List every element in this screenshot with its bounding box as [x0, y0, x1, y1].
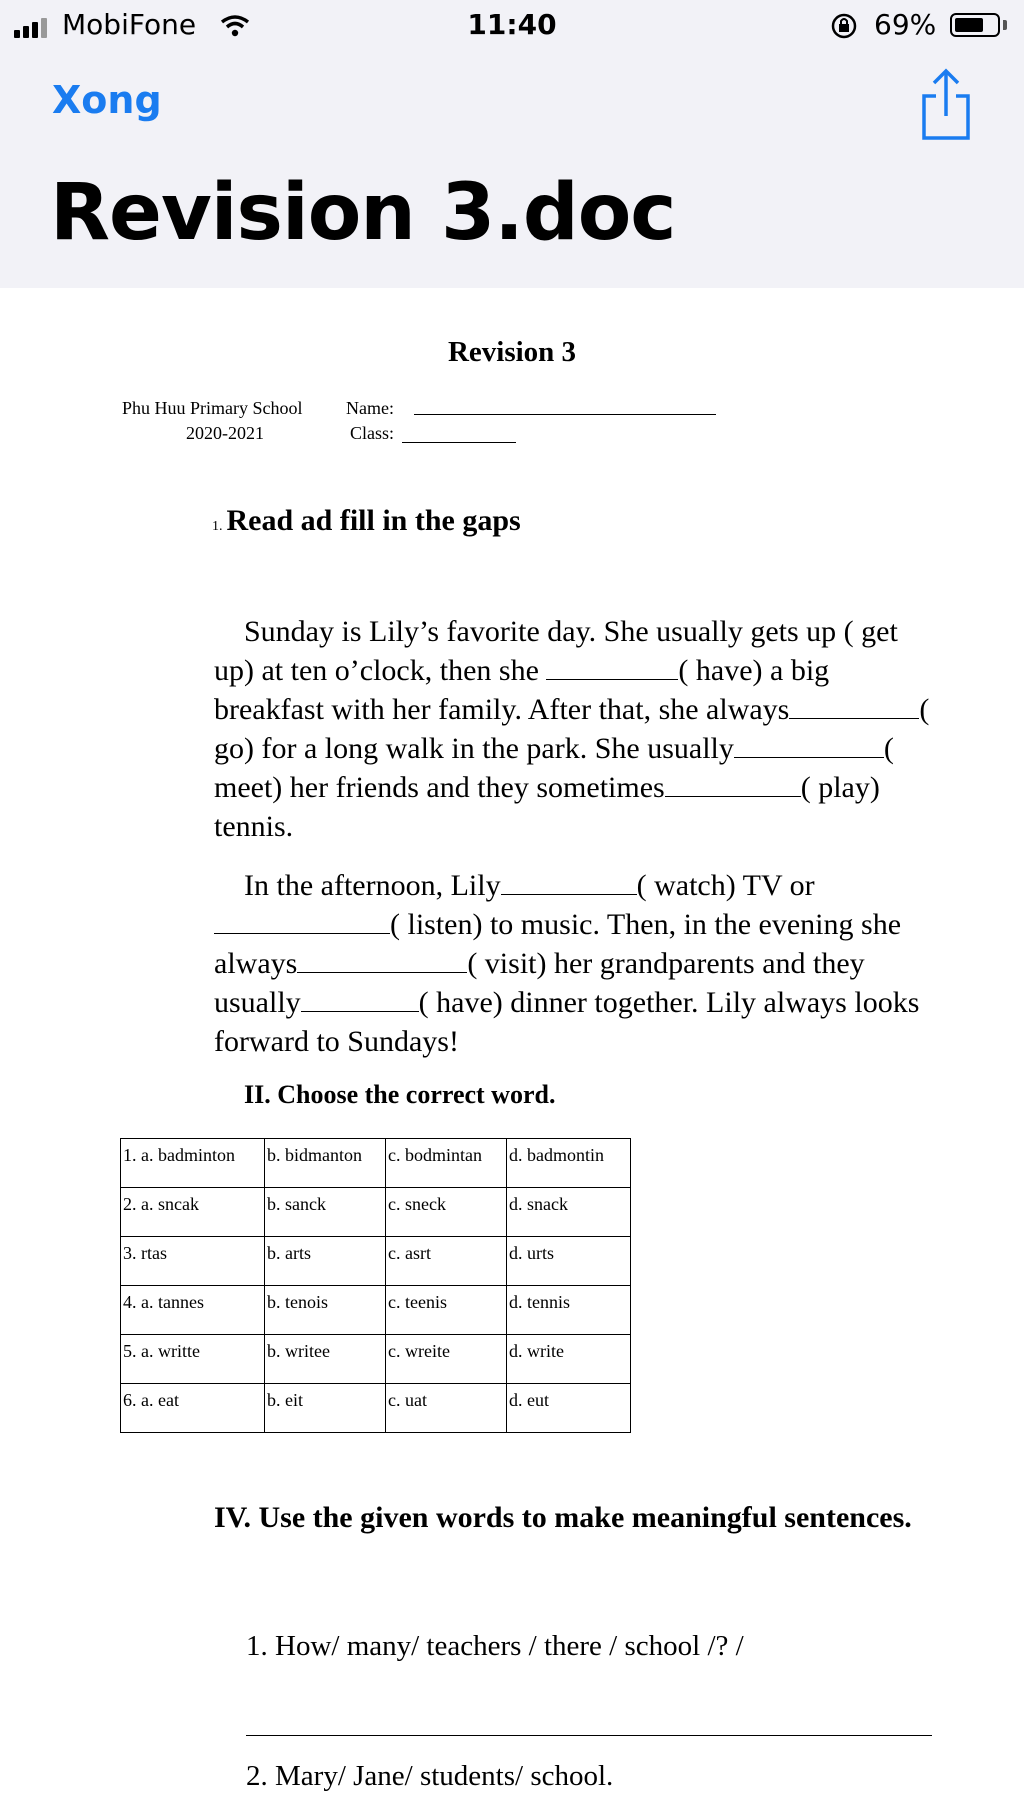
document-heading: Revision 3 — [447, 336, 577, 368]
paragraph-1-text: ( go) for a long walk in the park. She usually — [214, 693, 930, 765]
gap-blank — [789, 696, 919, 719]
paragraph-2-text: ( visit) her grandparents and they usually — [214, 947, 865, 1019]
table-cell: c. asrt — [386, 1237, 507, 1286]
table-cell: d. eut — [507, 1384, 631, 1433]
name-label: Name: — [346, 398, 394, 418]
table-cell: b. sanck — [265, 1188, 386, 1237]
exercise-item-1: 1. How/ many/ teachers / there / school /? / — [246, 1630, 744, 1662]
table-cell: c. bodmintan — [386, 1139, 507, 1188]
table-cell: b. eit — [265, 1384, 386, 1433]
paragraph-1-text: ( meet) her friends and they sometimes — [214, 732, 894, 804]
section-1-title: Read ad fill in the gaps — [226, 504, 521, 537]
table-row — [121, 1188, 631, 1237]
class-label: Class: — [350, 423, 395, 443]
battery-tip — [1003, 20, 1007, 30]
document-page — [0, 288, 1024, 1820]
section-2-heading: II. Choose the correct word. — [244, 1080, 556, 1109]
name-blank — [414, 414, 716, 415]
gap-blank — [214, 911, 390, 934]
table-cell: c. sneck — [386, 1188, 507, 1237]
share-icon[interactable] — [918, 66, 974, 142]
table-cell: d. snack — [507, 1188, 631, 1237]
school-year: 2020-2021 — [186, 423, 264, 443]
table-cell: 1. a. badminton — [121, 1139, 265, 1188]
paragraph-2-text: In the afternoon, Lily — [244, 869, 501, 902]
gap-blank — [301, 989, 419, 1012]
gap-blank — [734, 735, 884, 758]
table-cell: b. tenois — [265, 1286, 386, 1335]
choices-table — [120, 1138, 631, 1433]
paragraph-1 — [214, 612, 934, 846]
table-cell: d. write — [507, 1335, 631, 1384]
battery-icon — [950, 13, 1000, 37]
table-cell: c. wreite — [386, 1335, 507, 1384]
gap-blank — [297, 950, 467, 973]
table-row — [121, 1384, 631, 1433]
paragraph-1-text: ( have) a big breakfast with her family. After that, she always — [214, 654, 830, 726]
orientation-lock-icon — [830, 12, 860, 47]
paragraph-2-text: ( watch) TV or — [636, 869, 815, 902]
table-cell: b. bidmanton — [265, 1139, 386, 1188]
paragraph-1-text: ( play) tennis. — [214, 771, 880, 843]
table-row — [121, 1139, 631, 1188]
carrier-label: MobiFone — [62, 8, 197, 41]
exercise-item-2: 2. Mary/ Jane/ students/ school. — [246, 1760, 614, 1792]
table-row — [121, 1286, 631, 1335]
table-row — [121, 1237, 631, 1286]
gap-blank — [665, 774, 801, 797]
gap-blank — [501, 872, 637, 895]
table-cell: 4. a. tannes — [121, 1286, 265, 1335]
table-cell: d. tennis — [507, 1286, 631, 1335]
paragraph-2-text: ( listen) to music. Then, in the evening she always — [214, 908, 902, 980]
table-cell: c. teenis — [386, 1286, 507, 1335]
table-cell: b. arts — [265, 1237, 386, 1286]
school-name: Phu Huu Primary School — [122, 398, 303, 418]
section-1-heading — [212, 504, 521, 538]
done-button[interactable]: Xong — [52, 78, 162, 122]
table-cell: 6. a. eat — [121, 1384, 265, 1433]
paragraph-2-text: ( have) dinner together. Lily always looks forward to Sundays! — [214, 986, 920, 1058]
table-row — [121, 1335, 631, 1384]
class-blank — [402, 442, 516, 443]
table-cell: d. urts — [507, 1237, 631, 1286]
status-time: 11:40 — [467, 8, 557, 41]
section-1-number: 1. — [212, 519, 223, 534]
document-title: Revision 3.doc — [50, 168, 676, 258]
table-cell: c. uat — [386, 1384, 507, 1433]
app-chrome — [0, 0, 1024, 288]
table-cell: 5. a. writte — [121, 1335, 265, 1384]
table-cell: 3. rtas — [121, 1237, 265, 1286]
paragraph-1-text: Sunday is Lily’s favorite day. She usually gets up ( get up) at ten o’clock, then she — [214, 615, 898, 687]
section-4-heading: IV. Use the given words to make meaningful sentences. — [214, 1501, 912, 1534]
battery-percent: 69% — [874, 8, 937, 41]
table-cell: b. writee — [265, 1335, 386, 1384]
gap-blank — [546, 657, 678, 680]
status-bar — [0, 0, 1024, 52]
paragraph-2 — [214, 866, 934, 1061]
table-cell: d. badmontin — [507, 1139, 631, 1188]
table-cell: 2. a. sncak — [121, 1188, 265, 1237]
answer-line — [246, 1735, 932, 1736]
